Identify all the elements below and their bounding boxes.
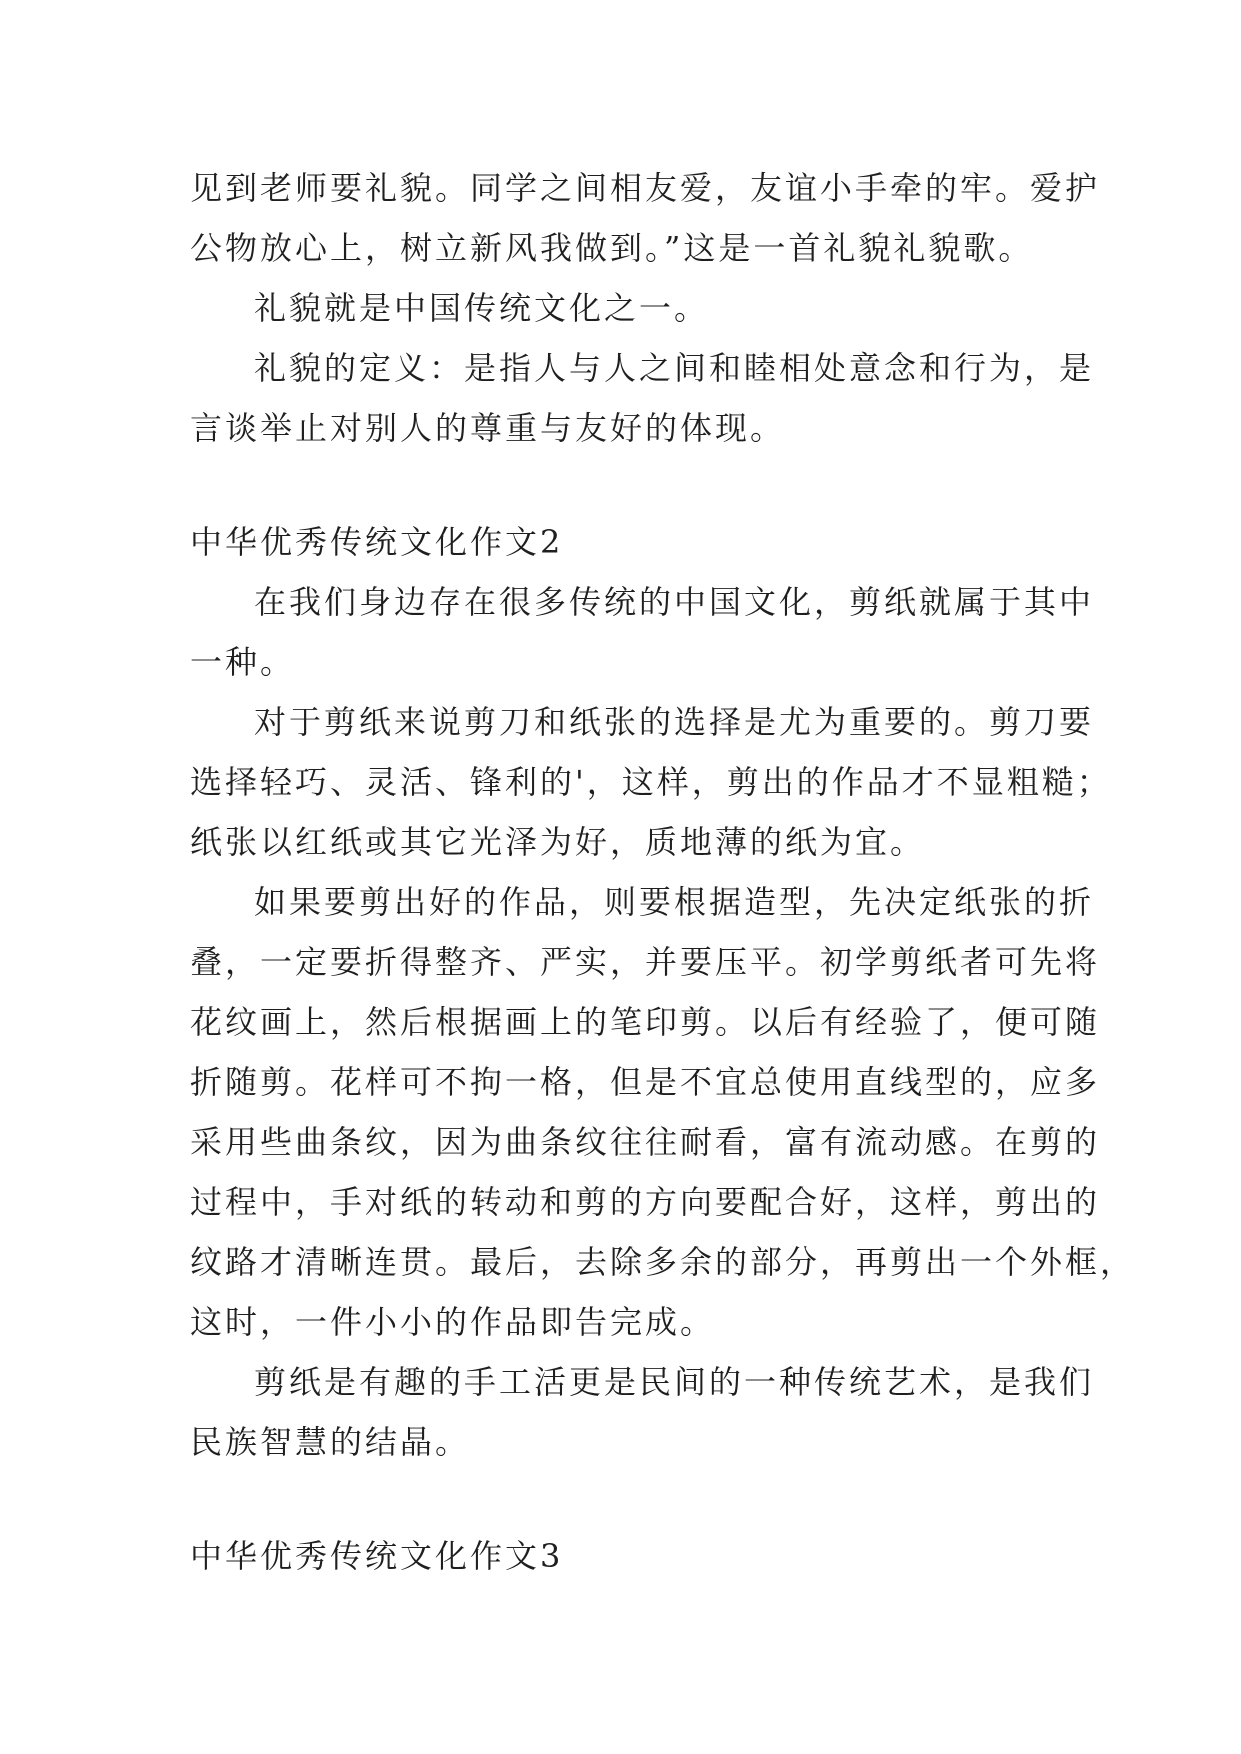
text-line: 民族智慧的结晶。 xyxy=(190,1423,471,1461)
text-line: 言谈举止对别人的尊重与友好的体现。 xyxy=(190,409,786,447)
paragraph-courtesy-definition xyxy=(190,338,1095,458)
text-line: 选择轻巧、灵活、锋利的'，这样，剪出的作品才不显粗糙； xyxy=(190,763,1112,801)
text-line: 花纹画上，然后根据画上的笔印剪。以后有经验了，便可随 xyxy=(190,1003,1101,1041)
paragraph-tools xyxy=(190,692,1112,872)
text-line: 礼貌的定义：是指人与人之间和睦相处意念和行为，是 xyxy=(254,349,1095,387)
text-line: 一种。 xyxy=(190,643,296,681)
text-line: 对于剪纸来说剪刀和纸张的选择是尤为重要的。剪刀要 xyxy=(254,703,1095,741)
text-line: 纹路才清晰连贯。最后，去除多余的部分，再剪出一个外框， xyxy=(190,1243,1136,1281)
essay-3-heading: 中华优秀传统文化作文3 xyxy=(190,1537,564,1575)
text-line: 过程中，手对纸的转动和剪的方向要配合好，这样，剪出的 xyxy=(190,1183,1101,1221)
paragraph-courtesy-culture xyxy=(190,278,1060,338)
paragraph-technique xyxy=(190,872,1136,1352)
text-line: 剪纸是有趣的手工活更是民间的一种传统艺术，是我们 xyxy=(254,1363,1095,1401)
essay-2-heading: 中华优秀传统文化作文2 xyxy=(190,523,564,561)
text-line: 见到老师要礼貌。同学之间相友爱，友谊小手牵的牢。爱护 xyxy=(190,169,1101,207)
text-line: 在我们身边存在很多传统的中国文化，剪纸就属于其中 xyxy=(254,583,1095,621)
section-spacer xyxy=(190,458,1060,512)
paragraph-conclusion xyxy=(190,1352,1095,1472)
text-line: 采用些曲条纹，因为曲条纹往往耐看，富有流动感。在剪的 xyxy=(190,1123,1101,1161)
text-line: 礼貌就是中国传统文化之一。 xyxy=(254,289,710,327)
text-line: 如果要剪出好的作品，则要根据造型，先决定纸张的折 xyxy=(254,883,1095,921)
text-line: 纸张以红纸或其它光泽为好，质地薄的纸为宜。 xyxy=(190,823,926,861)
section-spacer xyxy=(190,1472,1060,1526)
paragraph-poem-ending xyxy=(190,158,1101,278)
document-body xyxy=(190,158,1136,1586)
paragraph-paper-cutting-intro xyxy=(190,572,1095,692)
text-line: 叠，一定要折得整齐、严实，并要压平。初学剪纸者可先将 xyxy=(190,943,1101,981)
text-line: 这时，一件小小的作品即告完成。 xyxy=(190,1303,716,1341)
text-line: 公物放心上，树立新风我做到。”这是一首礼貌礼貌歌。 xyxy=(190,229,1034,267)
text-line: 折随剪。花样可不拘一格，但是不宜总使用直线型的，应多 xyxy=(190,1063,1101,1101)
